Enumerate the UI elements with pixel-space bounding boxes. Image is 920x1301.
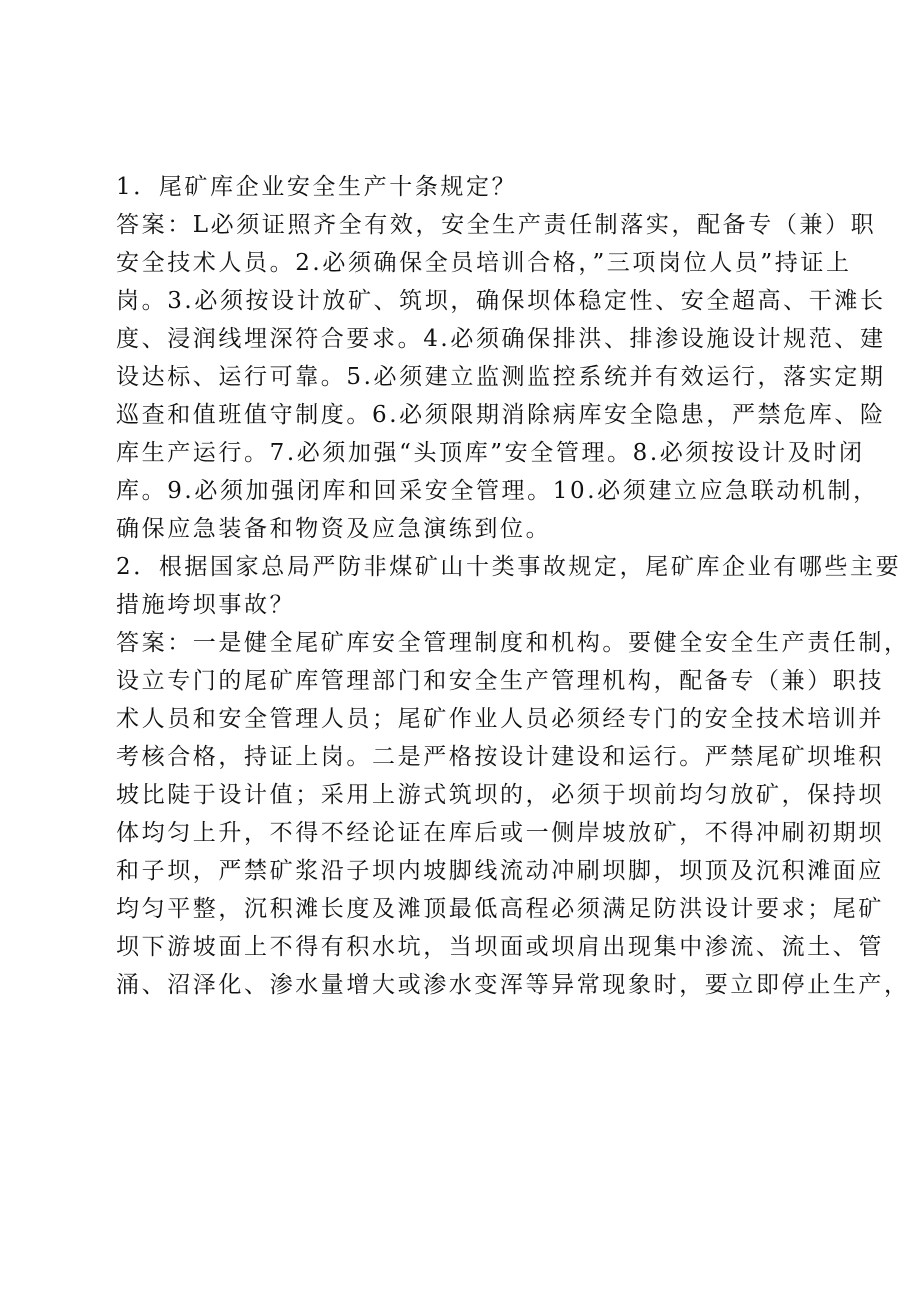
answer-1-line-5: 设达标、运行可靠。5.必须建立监测监控系统并有效运行，落实定期	[116, 364, 886, 390]
document-body	[116, 168, 910, 1004]
answer-1-line-6: 巡查和值班值守制度。6.必须限期消除病库安全隐患，严禁危库、险	[116, 402, 886, 428]
answer-1-line-8: 库。9.必须加强闭库和回采安全管理。10.必须建立应急联动机制，	[116, 478, 879, 504]
answer-2-line-3: 术人员和安全管理人员；尾矿作业人员必须经专门的安全技术培训并	[116, 706, 884, 732]
answer-1-line-7: 库生产运行。7.必须加强“头顶库”安全管理。8.必须按设计及时闭	[116, 440, 865, 466]
answer-1-line-4: 度、浸润线埋深符合要求。4.必须确保排洪、排渗设施设计规范、建	[116, 326, 886, 352]
answer-2-line-7: 和子坝，严禁矿浆沿子坝内坡脚线流动冲刷坝脚，坝顶及沉积滩面应	[116, 858, 884, 884]
answer-2-line-8: 均匀平整，沉积滩长度及滩顶最低高程必须满足防洪设计要求；尾矿	[116, 896, 884, 922]
answer-1-line-9: 确保应急装备和物资及应急演练到位。	[116, 516, 552, 542]
answer-1-line-3: 岗。3.必须按设计放矿、筑坝，确保坝体稳定性、安全超高、干滩长	[116, 288, 886, 314]
answer-2-line-6: 体均匀上升，不得不经论证在库后或一侧岸坡放矿，不得冲刷初期坝	[116, 820, 884, 846]
answer-1-line-1: 答案：L必须证照齐全有效，安全生产责任制落实，配备专（兼）职	[116, 212, 877, 238]
question-2-title-line-1: 2．根据国家总局严防非煤矿山十类事故规定，尾矿库企业有哪些主要	[116, 554, 902, 580]
answer-2-line-4: 考核合格，持证上岗。二是严格按设计建设和运行。严禁尾矿坝堆积	[116, 744, 884, 770]
question-2-title-line-2: 措施垮坝事故？	[116, 592, 296, 618]
answer-2-line-2: 设立专门的尾矿库管理部门和安全生产管理机构，配备专（兼）职技	[116, 668, 884, 694]
answer-2-line-1: 答案：一是健全尾矿库安全管理制度和机构。要健全安全生产责任制，	[116, 630, 910, 656]
answer-2-line-5: 坡比陡于设计值；采用上游式筑坝的，必须于坝前均匀放矿，保持坝	[116, 782, 884, 808]
answer-2-line-9: 坝下游坡面上不得有积水坑，当坝面或坝肩出现集中渗流、流土、管	[116, 934, 884, 960]
question-1-title: 1．尾矿库企业安全生产十条规定？	[116, 174, 518, 200]
answer-1-line-2: 安全技术人员。2.必须确保全员培训合格，”三项岗位人员”持证上	[116, 250, 852, 276]
answer-2-line-10: 涌、沼泽化、渗水量增大或渗水变浑等异常现象时，要立即停止生产，	[116, 972, 910, 998]
